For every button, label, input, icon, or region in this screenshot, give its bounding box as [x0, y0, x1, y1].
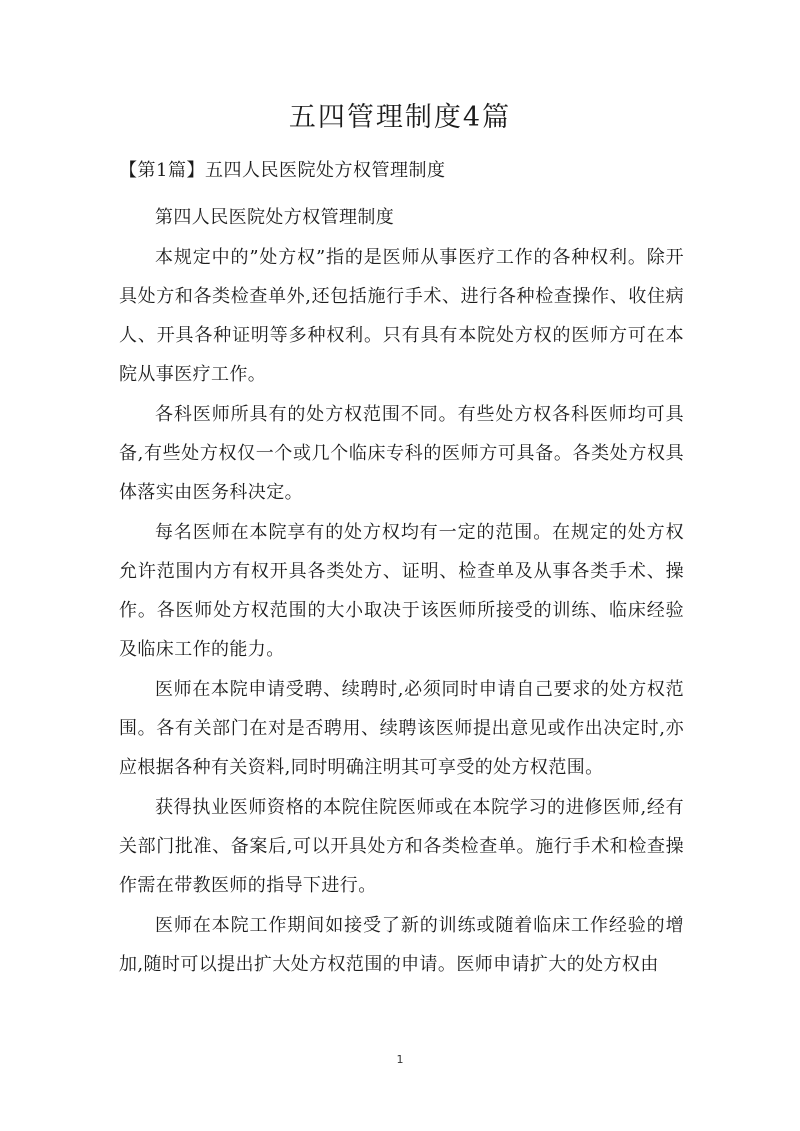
document-title: 五四管理制度4篇 — [288, 102, 512, 133]
paragraph: 获得执业医师资格的本院住院医师或在本院学习的进修医师,经有关部门批准、备案后,可以开具处方和各类检查单。施行手术和检查操作需在带教医师的指导下进行。 — [119, 797, 684, 896]
article-heading: 【第1篇】五四人民医院处方权管理制度 — [119, 160, 446, 181]
paragraph: 本规定中的”处方权”指的是医师从事医疗工作的各种权利。除开具处方和各类检查单外,还包括施行手术、进行各种检查操作、收住病人、开具各种证明等多种权利。只有具有本院处方权的医师方可在本院从事医疗工作。 — [119, 247, 684, 385]
paragraph: 每名医师在本院享有的处方权均有一定的范围。在规定的处方权允许范围内方有权开具各类处方、证明、检查单及从事各类手术、操作。各医师处方权范围的大小取决于该医师所接受的训练、临床经验及临床工作的能力。 — [119, 522, 684, 660]
paragraph: 医师在本院工作期间如接受了新的训练或随着临床工作经验的增加,随时可以提出扩大处方权范围的申请。医师申请扩大的处方权由 — [119, 915, 684, 975]
document-body — [119, 198, 684, 985]
paragraph-subtitle: 第四人民医院处方权管理制度 — [155, 207, 395, 228]
paragraph: 医师在本院申请受聘、续聘时,必须同时申请自己要求的处方权范围。各有关部门在对是否聘用、续聘该医师提出意见或作出决定时,亦应根据各种有关资料,同时明确注明其可享受的处方权范围。 — [119, 679, 684, 778]
page-number: 1 — [396, 1053, 404, 1066]
paragraph: 各科医师所具有的处方权范围不同。有些处方权各科医师均可具备,有些处方权仅一个或几个临床专科的医师方可具备。各类处方权具体落实由医务科决定。 — [119, 404, 684, 503]
